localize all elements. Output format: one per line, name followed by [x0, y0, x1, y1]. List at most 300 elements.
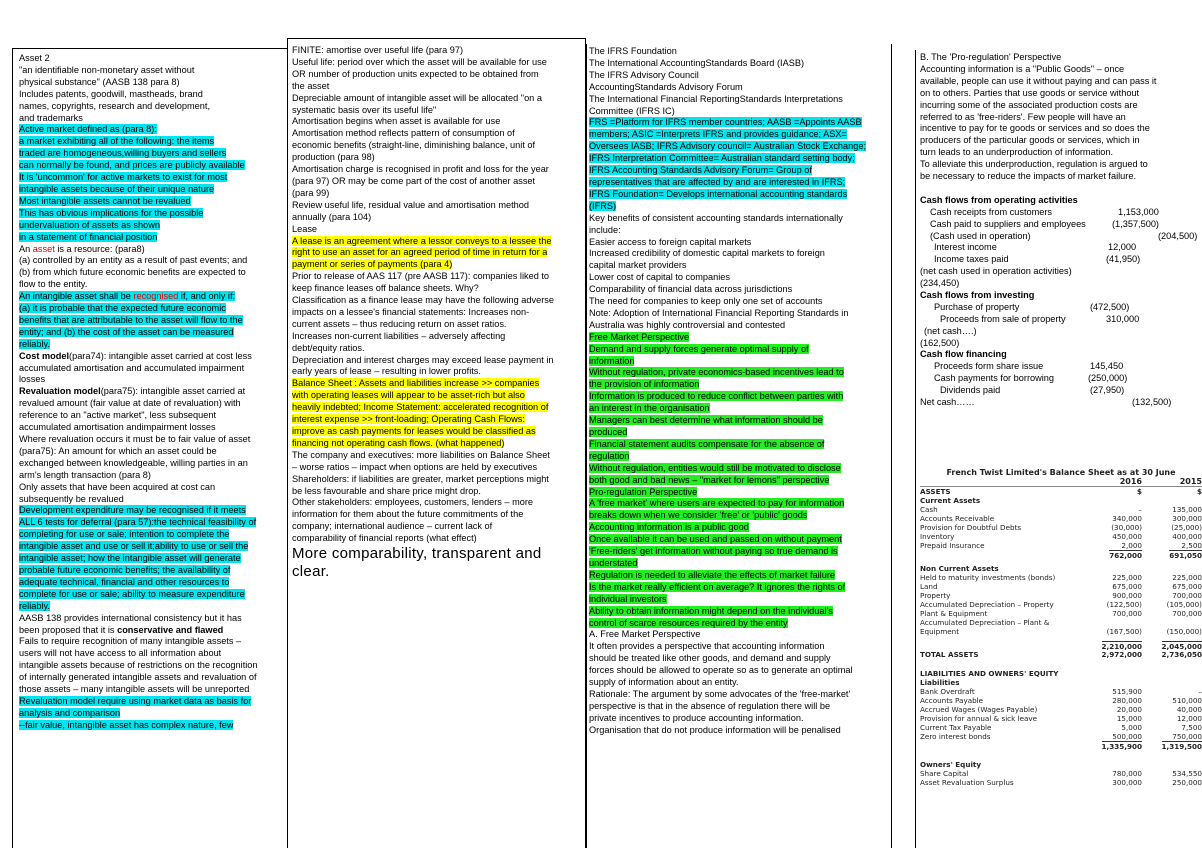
text-line — [589, 534, 889, 546]
balance-sheet-title: French Twist Limited's Balance Sheet as at 30 June 2016 2015 — [920, 468, 1202, 487]
text-line — [19, 77, 284, 89]
text-line-content: Regulation is needed to alleviate the effects of market failure — [589, 569, 835, 580]
text-line-content: – worse ratios – impact when options are held by executives — [292, 461, 538, 472]
balance-sheet-row — [920, 532, 1202, 541]
cashflow-label: (234,450) — [920, 278, 960, 289]
balance-sheet-row — [920, 641, 1202, 650]
text-line — [292, 390, 582, 402]
balance-sheet-value-2015: 700,000 — [1172, 609, 1202, 618]
text-line — [19, 446, 284, 458]
text-line-content: impacts on a lessee's financial statements: Increases non- — [292, 306, 530, 317]
text-line — [19, 458, 284, 470]
text-line-content: adequate technical, financial and other resources to — [19, 576, 230, 587]
text-line — [19, 148, 284, 160]
balance-sheet-value-2016: 225,000 — [1112, 573, 1142, 582]
text-line-content: systematic basis over its useful life" — [292, 104, 437, 115]
text-line — [589, 665, 889, 677]
text-line-content: IFRS Accounting Standards Advisory Forum= Group of — [589, 165, 812, 176]
cashflow-row — [920, 254, 1200, 266]
cash-flow-statement — [920, 195, 1200, 409]
text-line — [292, 426, 582, 438]
text-line — [292, 200, 582, 212]
text-line-content: accumulated amortisation and accumulated impairment — [19, 362, 245, 373]
column-pro-regulation-cashflow — [915, 50, 1200, 848]
text-line-content: Only assets that have been acquired at cost can — [19, 481, 216, 492]
balance-sheet-label: Non Current Assets — [920, 564, 999, 573]
text-line-content: subsequently be revalued — [19, 493, 124, 504]
balance-sheet-row — [920, 591, 1202, 600]
balance-sheet-value-2016: 300,000 — [1112, 778, 1142, 787]
text-line-content: Increases non-current liabilities – adversely affecting — [292, 330, 506, 341]
cashflow-row — [920, 361, 1200, 373]
text-line — [920, 64, 1200, 76]
text-line-content: Most intangible assets cannot be revalued — [19, 195, 191, 206]
text-line — [292, 497, 582, 509]
text-line — [292, 563, 582, 581]
balance-sheet-label: Accumulated Depreciation – Property — [920, 600, 1054, 609]
text-line-content: improve as cash payments for leases would be classified as — [292, 426, 536, 436]
column-amortisation-leases — [287, 38, 586, 848]
text-line — [589, 403, 889, 415]
text-line — [19, 315, 284, 327]
text-line — [292, 69, 582, 81]
text-line-content: be necessary to reduce the impacts of market failure. — [920, 171, 1137, 182]
cashflow-value: 310,000 — [1106, 313, 1140, 324]
text-line — [19, 577, 284, 589]
balance-sheet-value-2016: (167,500) — [1106, 627, 1142, 636]
text-line-content: private incentives to produce accounting information. — [589, 712, 804, 723]
balance-sheet-value-2016: 900,000 — [1112, 591, 1142, 600]
cashflow-row — [920, 397, 1200, 409]
text-line — [589, 618, 889, 630]
text-line-content: This has obvious implications for the possible — [19, 207, 204, 218]
cashflow-label: (net cash….) — [924, 325, 977, 336]
text-line — [19, 351, 284, 363]
text-line — [589, 237, 889, 249]
text-line — [19, 482, 284, 494]
balance-sheet-value-2015: 1,319,500 — [1161, 742, 1202, 751]
text-line — [292, 331, 582, 343]
text-line-content — [19, 386, 245, 396]
balance-sheet-value-2016: 450,000 — [1112, 532, 1142, 541]
text-line — [589, 58, 889, 70]
text-line — [19, 398, 284, 410]
text-line-content: a market exhibiting all of the following: the items — [19, 136, 215, 147]
balance-sheet-row — [920, 778, 1202, 787]
text-line-content: Managers can best determine what information should be — [589, 415, 823, 426]
balance-sheet-value-2016: $ — [1136, 487, 1142, 496]
text-line-content: Committee (IFRS IC) — [589, 105, 675, 116]
balance-sheet-value-2015: 12,000 — [1176, 714, 1202, 723]
text-line — [589, 153, 889, 165]
cashflow-value: (41,950) — [1106, 254, 1141, 265]
text-line — [292, 152, 582, 164]
text-line — [589, 332, 889, 344]
text-line-content: intangible asset and use or sell it;ability to use or sell the — [19, 541, 249, 552]
text-run: been proposed that it is — [19, 624, 118, 635]
text-line — [589, 713, 889, 725]
text-line — [292, 450, 582, 462]
cashflow-label: Cash flows from investing — [920, 290, 1035, 300]
text-line — [920, 147, 1200, 159]
text-line — [292, 402, 582, 414]
balance-sheet-value-2016: 1,335,900 — [1101, 742, 1142, 751]
text-line — [589, 201, 889, 213]
balance-sheet-label: TOTAL ASSETS — [920, 650, 979, 659]
cashflow-row — [920, 302, 1200, 314]
text-line — [589, 177, 889, 189]
text-line-content: can normally be found, and prices are publicly available — [19, 160, 245, 171]
balance-sheet-row — [920, 687, 1202, 696]
balance-sheet-row — [920, 618, 1202, 627]
text-line — [589, 606, 889, 618]
text-line — [589, 570, 889, 582]
balance-sheet-row — [920, 582, 1202, 591]
text-run: is a resource: (para8) — [54, 243, 145, 254]
text-line-content: AccountingStandards Advisory Forum — [589, 81, 743, 92]
text-line — [292, 355, 582, 367]
text-line-content: names, copyrights, research and development, — [19, 100, 210, 111]
cashflow-row — [920, 373, 1200, 385]
text-line-content: Once available it can be used and passed on without payment — [589, 534, 842, 545]
balance-sheet-value-2015: 691,050 — [1169, 551, 1202, 560]
text-line — [589, 225, 889, 237]
text-line-content: accumulated amortisation andimpairment losses — [19, 422, 216, 433]
text-line — [589, 248, 889, 260]
cashflow-row — [920, 242, 1200, 254]
balance-sheet-row — [920, 732, 1202, 741]
text-line — [589, 272, 889, 284]
text-line — [19, 386, 284, 398]
text-line — [292, 140, 582, 152]
text-line — [589, 106, 889, 118]
text-line — [589, 284, 889, 296]
text-line — [19, 565, 284, 577]
text-line-content: available, people can use it without paying and can pass it — [920, 75, 1157, 86]
text-line — [589, 320, 889, 332]
balance-sheet-label: Held to maturity investments (bonds) — [920, 573, 1056, 582]
text-line-content: Australia was highly controversial and contested — [589, 319, 786, 330]
text-line-content: Note: Adoption of International Financial Reporting Standards in — [589, 307, 849, 318]
text-line-content: both good and bad news – "market for lemons" perspective — [589, 474, 830, 485]
text-line — [920, 135, 1200, 147]
text-line — [19, 136, 284, 148]
text-line — [589, 582, 889, 594]
text-line-content: undervaluation of assets as shown — [19, 219, 160, 230]
text-line — [589, 82, 889, 94]
text-line — [920, 183, 1200, 195]
text-line-content: Easier access to foreign capital markets — [589, 236, 752, 247]
balance-sheet-value-2015: 2,736,050 — [1161, 650, 1202, 659]
balance-sheet-value-2016: 675,000 — [1112, 582, 1142, 591]
text-line-content: individual investors — [589, 593, 667, 604]
text-line-content: Depreciable amount of intangible asset will be allocated "on a — [292, 92, 542, 103]
bold-term: Revaluation model — [19, 386, 101, 397]
text-line — [589, 141, 889, 153]
text-line — [589, 415, 889, 427]
text-line — [19, 196, 284, 208]
text-line — [292, 509, 582, 521]
cashflow-row — [920, 314, 1200, 326]
text-line-content: Lease — [292, 223, 318, 234]
text-line — [589, 725, 889, 737]
text-line — [292, 128, 582, 140]
text-line-content: The International AccountingStandards Board (IASB) — [589, 57, 805, 68]
text-line — [19, 244, 284, 256]
text-line-content: early years of lease – resulting in lower profits. — [292, 366, 481, 377]
balance-sheet-value-2016: 2,210,000 — [1101, 642, 1142, 651]
text-line — [589, 427, 889, 439]
text-line-content: (IFRS) — [589, 200, 617, 211]
text-line-content: Depreciation and interest charges may exceed lease payment in — [292, 354, 554, 365]
text-line-content: The IFRS Advisory Council — [589, 69, 699, 80]
text-line-content: production (para 98) — [292, 152, 375, 163]
balance-sheet-label: Asset Revaluation Surplus — [920, 778, 1014, 787]
text-line — [19, 434, 284, 446]
text-line-content: probable future economic benefits; the availability of — [19, 564, 231, 575]
balance-sheet-value-2016: 700,000 — [1112, 609, 1142, 618]
text-line-content: (para 97) OR may be come part of the cost of another asset — [292, 175, 536, 186]
cashflow-label: Cash receipts from customers — [930, 206, 1053, 217]
balance-sheet-row — [920, 600, 1202, 609]
text-line — [920, 123, 1200, 135]
balance-sheet-value-2016: 340,000 — [1112, 514, 1142, 523]
text-line-content: and trademarks — [19, 112, 83, 123]
text-line-content: Where revaluation occurs it must be to fair value of asset — [19, 434, 251, 444]
text-line-content: reference to an "active market", less subsequent — [19, 410, 217, 421]
cashflow-label: (Cash used in operation) — [930, 230, 1031, 241]
balance-sheet-value-2015: 750,000 — [1172, 732, 1202, 741]
balance-sheet-value-2015: 675,000 — [1172, 582, 1202, 591]
balance-sheet-label: LIABILITIES AND OWNERS' EQUITY — [920, 669, 1059, 678]
text-line — [19, 172, 284, 184]
balance-sheet-row — [920, 523, 1202, 532]
text-line-content: information — [589, 355, 635, 366]
text-line — [920, 171, 1200, 183]
cashflow-value: (472,500) — [1090, 301, 1130, 312]
highlight-keyword: asset — [32, 243, 55, 254]
text-line — [19, 648, 284, 660]
text-line — [19, 684, 284, 696]
text-line — [292, 343, 582, 355]
text-line-content: Rationale: The argument by some advocates of the 'free-market' — [589, 688, 851, 699]
text-line — [19, 303, 284, 315]
text-line — [589, 677, 889, 689]
text-line — [589, 165, 889, 177]
text-line-content: Without regulation, entities would still be motivated to disclose — [589, 462, 841, 473]
balance-sheet-value-2015: 2,500 — [1181, 541, 1202, 550]
text-line-content: Demand and supply forces generate optimal supply of — [589, 343, 809, 354]
balance-sheet-value-2015: $ — [1196, 487, 1202, 496]
text-line — [589, 629, 889, 641]
text-line — [920, 52, 1200, 64]
balance-sheet-value-2015: 510,000 — [1172, 696, 1202, 705]
cashflow-value: (132,500) — [1132, 397, 1172, 408]
text-line-content: IFRS Foundation= Develops international accounting standards — [589, 188, 848, 199]
cashflow-label: Cash flow financing — [920, 349, 1007, 360]
text-line-content: Without regulation, private economics-based incentives lead to — [589, 367, 844, 378]
text-line-content: Key benefits of consistent accounting standards internationally — [589, 212, 843, 223]
balance-sheet-label: Inventory — [920, 532, 955, 541]
text-line — [589, 641, 889, 653]
balance-sheet-value-2016: 515,900 — [1112, 687, 1142, 696]
balance-sheet-rows — [920, 487, 1202, 787]
cashflow-value: (1,357,500) — [1112, 218, 1159, 229]
text-line-content: (para 99) — [292, 187, 330, 198]
text-line-content: perspective is that in the absence of regulation there will be — [589, 700, 831, 711]
text-line-content: should be treated like other goods, and demand and supply — [589, 653, 831, 664]
text-line — [292, 224, 582, 236]
cashflow-label: Interest income — [934, 242, 997, 253]
text-line — [292, 259, 582, 271]
text-line-content: AASB 138 provides international consistency but it has — [19, 612, 242, 623]
column-intangible-assets — [12, 48, 288, 848]
text-line-content: breaks down when we consider 'free' or 'public' goods — [589, 510, 808, 521]
text-line-content: It often provides a perspective that accounting information — [589, 641, 825, 652]
text-line-content: complete for use or sale; ability to measure expenditure — [19, 588, 245, 599]
cashflow-label: Cash paid to suppliers and employees — [930, 218, 1086, 229]
text-line — [19, 541, 284, 553]
text-line-content: To alleviate this underproduction, regulation is argued to — [920, 159, 1148, 170]
text-line — [589, 689, 889, 701]
text-line-content: "an identifiable non-monetary asset without — [19, 64, 195, 75]
text-line — [292, 176, 582, 188]
text-line — [589, 94, 889, 106]
text-line-content: reliably. — [19, 338, 50, 349]
text-line — [19, 696, 284, 708]
text-line — [589, 379, 889, 391]
text-line-content: an interest in the organisation — [589, 403, 710, 414]
balance-sheet-years: 2016 2015 — [1119, 477, 1202, 486]
text-line-content: FRS =Platform for IFRS member countries; AASB =Appoints AASB — [589, 117, 862, 128]
text-line — [589, 391, 889, 403]
text-line — [292, 307, 582, 319]
text-line — [589, 487, 889, 499]
text-line-content: Ability to obtain information might depend on the individual's — [589, 605, 833, 616]
text-line-content: the asset — [292, 80, 330, 91]
text-line — [19, 363, 284, 375]
cashflow-row — [920, 231, 1200, 243]
text-line — [589, 498, 889, 510]
text-line — [589, 367, 889, 379]
text-line-content: exchanged between knowledgeable, willing parties in an — [19, 457, 248, 468]
text-line-content: debt/equity ratios. — [292, 342, 365, 353]
text-line-content: be less favourable and share price might drop. — [292, 485, 481, 496]
text-line-content: (a) it is probable that the expected future economic — [19, 303, 226, 314]
text-line-content: Oversees IASB; IFRS Advisory council= Australian Stock Exchange; — [589, 141, 867, 152]
text-line — [292, 188, 582, 200]
text-line — [292, 45, 582, 57]
text-line-content: The company and executives: more liabilities on Balance Sheet — [292, 449, 550, 460]
balance-sheet-value-2015: 2,045,000 — [1161, 642, 1202, 651]
balance-sheet-value-2015: (25,000) — [1171, 523, 1202, 532]
text-line-content: (a) controlled by an entity as a result of past events; and — [19, 255, 248, 266]
text-line-content: Is the market really efficient on average? It ignores the rights of — [589, 581, 846, 592]
text-line — [292, 319, 582, 331]
text-line-content — [19, 625, 223, 635]
text-line-content: ALL 6 tests for deferral (para 57):the technical feasibility of — [19, 517, 257, 528]
text-line-content: B. The 'Pro-regulation' Perspective — [920, 52, 1062, 62]
cashflow-label: (net cash used in operation activities) — [920, 266, 1072, 277]
text-line-content: incentive to pay for te goods or services and so does the — [920, 123, 1150, 134]
balance-sheet-label: Accounts Payable — [920, 696, 984, 705]
balance-sheet-value-2015: 135,000 — [1172, 505, 1202, 514]
balance-sheet-row — [920, 714, 1202, 723]
text-line — [292, 283, 582, 295]
balance-sheet-value-2016: 280,000 — [1112, 696, 1142, 705]
text-line-content: financing not operating cash flows. (what happened) — [292, 437, 505, 448]
text-line — [19, 589, 284, 601]
text-line — [292, 545, 582, 563]
cashflow-label: Dividends paid — [940, 385, 1001, 396]
balance-sheet-row — [920, 769, 1202, 778]
balance-sheet-value-2016: 20,000 — [1116, 705, 1142, 714]
text-line — [292, 212, 582, 224]
text-line-content: heavily indebted; Income Statement: accelerated recognition of — [292, 402, 549, 413]
text-line-content: Balance Sheet : Assets and liabilities increase >> companies — [292, 378, 540, 389]
cashflow-row — [920, 195, 1200, 207]
text-line-content: Financial statement audits compensate for the absence of — [589, 438, 825, 449]
text-line-content: entity; and (b) the cost of the asset can be measured — [19, 326, 234, 337]
cashflow-row — [920, 266, 1200, 278]
bold-term: Cost model — [19, 350, 70, 361]
text-line-content: intangible assets because of restrictions on the recognition — [19, 660, 258, 671]
text-line — [589, 594, 889, 606]
text-line-content: intangible assets because of their unique nature — [19, 183, 215, 194]
text-line — [589, 653, 889, 665]
balance-sheet-value-2015: 700,000 — [1172, 591, 1202, 600]
text-line — [589, 213, 889, 225]
balance-sheet-value-2016: (30,000) — [1111, 523, 1142, 532]
text-line — [589, 701, 889, 713]
text-line — [589, 308, 889, 320]
balance-sheet-label: Accounts Receivable — [920, 514, 995, 523]
text-line-content: the provision of information — [589, 379, 700, 390]
text-line-content: revalued amount (fair value at date of revaluation) with — [19, 398, 241, 409]
cashflow-row — [920, 326, 1200, 338]
text-line — [292, 521, 582, 533]
text-line — [292, 462, 582, 474]
text-line-content: clear. — [292, 563, 330, 581]
text-line — [589, 189, 889, 201]
balance-sheet-value-2016: 5,000 — [1121, 723, 1142, 732]
text-line-content: right to use an asset for an agreed period of time in return for a — [292, 247, 548, 258]
text-line — [292, 164, 582, 176]
text-line — [19, 625, 284, 637]
text-line-content: losses — [19, 374, 46, 385]
text-line-content — [19, 244, 145, 254]
text-line-content: arm's length transaction (para 8) — [19, 469, 151, 480]
text-line — [589, 70, 889, 82]
text-run: An — [19, 243, 33, 254]
balance-sheet-label: Share Capital — [920, 769, 969, 778]
text-line-content: include: — [589, 224, 621, 235]
text-line — [292, 414, 582, 426]
bold-term: conservative and flawed — [117, 624, 224, 635]
text-line-content: on to others. Parties that use goods or service without — [920, 87, 1140, 98]
text-line-content: completing for use or sale; intention to complete the — [19, 529, 230, 540]
balance-sheet-value-2016: – — [1138, 505, 1142, 514]
text-line-content: It is 'uncommon' for active markets to exist for most — [19, 172, 228, 183]
text-line — [19, 422, 284, 434]
text-line — [19, 160, 284, 172]
cashflow-row — [920, 278, 1200, 290]
balance-sheet-row — [920, 609, 1202, 618]
text-line-content: Lower cost of capital to companies — [589, 272, 730, 283]
text-line-content: members; ASIC =Interprets IFRS and provides guidance; ASX= — [589, 129, 847, 140]
text-line-content: Asset 2 — [19, 53, 50, 63]
text-line-content: Development expenditure may be recognised if it meets — [19, 505, 246, 516]
